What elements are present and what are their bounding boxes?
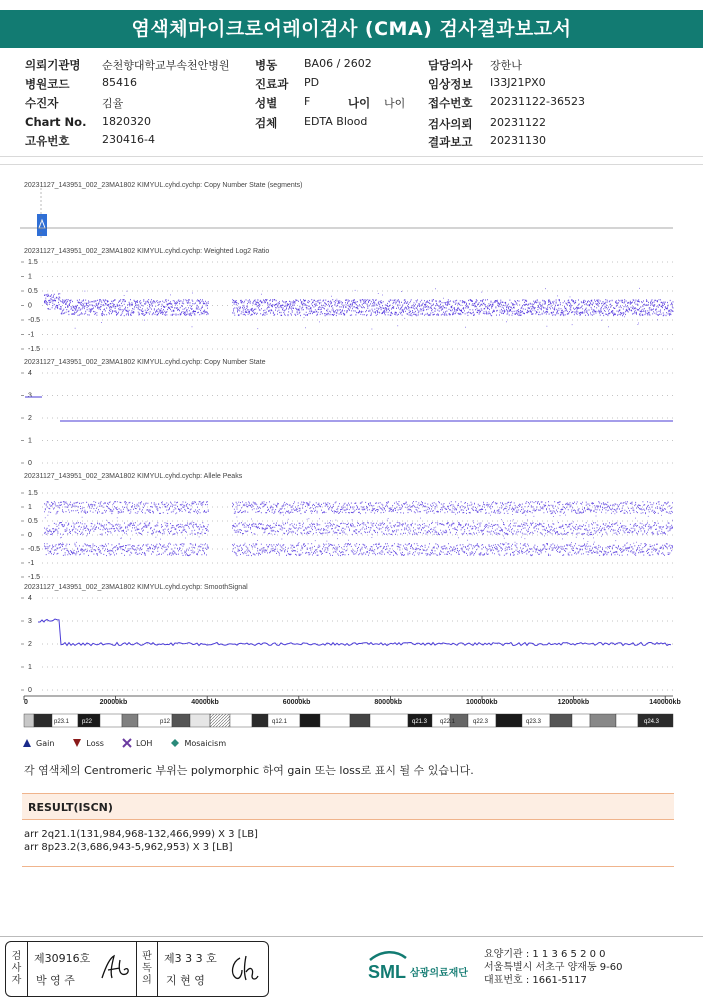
label-patient: 수진자 (25, 96, 59, 110)
ideogram-band (100, 714, 122, 727)
value-request-date: 20231122 (490, 116, 546, 129)
label-unique-no: 고유번호 (25, 134, 70, 148)
value-receipt-no: 20231122-36523 (490, 95, 585, 108)
ideogram-band (210, 714, 230, 727)
label-institution: 의뢰기관명 (25, 58, 81, 72)
gain-segment (37, 214, 47, 236)
reader-name: 지 현 영 (166, 974, 205, 987)
reader-license: 제3 3 3 호 (164, 952, 217, 965)
value-report-date: 20231130 (490, 134, 546, 147)
legend-loh-label: LOH (135, 738, 153, 748)
x-tick-label: 80000kb (374, 699, 403, 706)
ideogram-band (496, 714, 522, 727)
y-tick-label: 1.5 (28, 259, 38, 266)
label-examiner: 검 사 자 (6, 942, 28, 996)
band-label: p12 (160, 719, 171, 725)
ideogram-band (230, 714, 252, 727)
log2-scatter (44, 288, 673, 330)
lab-address: 서울특별시 서초구 양재동 9-60 (484, 962, 623, 973)
y-tick-label: -1.5 (28, 574, 41, 581)
y-tick-label: -1 (28, 560, 35, 567)
ideogram-band (172, 714, 190, 727)
x-axis-ticks (24, 696, 681, 706)
x-tick-label: 0 (24, 699, 28, 706)
value-doctor: 장한나 (490, 59, 522, 72)
value-specimen: EDTA Blood (304, 115, 368, 128)
lab-info (484, 948, 623, 987)
cn-state-axis (21, 370, 673, 467)
label-specimen: 검체 (255, 116, 278, 130)
x-tick-label: 40000kb (191, 699, 219, 706)
y-tick-label: 2 (28, 415, 32, 422)
smooth-signal-line (38, 619, 671, 646)
legend-loh (122, 738, 152, 748)
report-title: 염색체마이크로어레이검사 (CMA) 검사결과보고서 (0, 10, 703, 48)
ideogram-band (24, 714, 34, 727)
band-label: q21.3 (412, 719, 428, 725)
x-tick-label: 100000kb (466, 699, 498, 706)
sml-logo (366, 948, 486, 988)
panel-title-segments: 20231127_143951_002_23MA1802 KIMYUL.cyhd.cychp: Copy Number State (segments) (24, 182, 303, 189)
y-tick-label: 1 (28, 664, 32, 671)
y-tick-label: 3 (28, 392, 32, 400)
y-tick-label: 0 (28, 460, 32, 467)
band-label: q23.3 (526, 719, 542, 725)
x-tick-label: 20000kb (99, 699, 128, 706)
value-age: 나이 (384, 97, 406, 110)
diamond-icon (170, 738, 180, 748)
ideogram-band (122, 714, 138, 727)
x-tick-label: 140000kb (649, 699, 681, 706)
patient-info (0, 55, 703, 155)
ideogram-band (190, 714, 210, 727)
y-tick-label: 1 (28, 437, 32, 445)
legend (22, 736, 244, 750)
cma-plot-svg (20, 176, 681, 736)
value-clinical-info: I33J21PX0 (490, 76, 546, 89)
value-unique-no: 230416-4 (102, 133, 155, 146)
ideogram-band (34, 714, 52, 727)
triangle-up-icon (22, 738, 32, 748)
band-label: q24.3 (644, 719, 660, 725)
value-institution: 순천향대학교부속천안병원 (102, 59, 230, 72)
label-hospital-code: 병원코드 (25, 77, 70, 91)
y-tick-label: -1 (28, 331, 35, 339)
sml-logo-mark (366, 948, 486, 988)
y-tick-label: 0 (28, 687, 32, 694)
y-tick-label: 4 (28, 595, 32, 602)
divider (0, 156, 703, 157)
lab-phone: 대표번호 : 1661-5117 (484, 975, 587, 986)
svg-text:SML: SML (368, 962, 406, 982)
result-heading: RESULT(ISCN) (22, 793, 674, 820)
y-tick-label: 0 (28, 532, 32, 539)
ideogram-band (300, 714, 320, 727)
label-report-date: 결과보고 (428, 135, 473, 149)
band-label: q12.1 (272, 719, 288, 725)
cma-plot (20, 176, 681, 736)
ideogram-band (320, 714, 350, 727)
label-sex: 성별 (255, 96, 278, 110)
label-chart-no: Chart No. (25, 115, 87, 129)
ideogram-band (350, 714, 370, 727)
y-tick-label: -0.5 (28, 317, 41, 324)
footer-divider (0, 936, 703, 937)
y-tick-label: -1.5 (28, 346, 41, 353)
y-tick-label: 0.5 (28, 518, 38, 525)
value-ward: BA06 / 2602 (304, 57, 372, 70)
reader-signature (226, 952, 262, 986)
value-patient: 김율 (102, 97, 124, 110)
panel-title-log2: 20231127_143951_002_23MA1802 KIMYUL.cyhd.cychp: Weighted Log2 Ratio (24, 248, 270, 255)
lab-code: 요양기관 : 1 1 3 6 5 2 0 0 (484, 949, 606, 960)
y-tick-label: 4 (28, 370, 32, 377)
result-divider (22, 866, 674, 867)
ideogram-band (550, 714, 572, 727)
examiner-license: 제30916호 (34, 952, 91, 965)
panel-title-cn-state: 20231127_143951_002_23MA1802 KIMYUL.cyhd.cychp: Copy Number State (24, 359, 266, 366)
label-receipt-no: 접수번호 (428, 96, 473, 110)
result-body (24, 828, 258, 854)
ideogram-band (252, 714, 268, 727)
y-tick-label: -0.5 (28, 546, 41, 553)
value-sex: F (304, 95, 311, 108)
legend-loss-label: Loss (86, 738, 104, 748)
band-label: p23.1 (54, 719, 70, 725)
chromosome-ideogram (24, 714, 673, 727)
x-tick-label: 120000kb (557, 699, 590, 706)
centromere-note: 각 염색체의 Centromeric 부위는 polymorphic 하여 gain 또는 loss로 표시 될 수 있습니다. (24, 764, 474, 777)
panel-title-smooth-signal: 20231127_143951_002_23MA1802 KIMYUL.cyhd.cychp: SmoothSignal (24, 584, 248, 591)
value-chart-no: 1820320 (102, 115, 151, 128)
allele-axis (21, 490, 673, 581)
y-tick-label: 1.5 (28, 490, 38, 497)
allele-points (44, 501, 673, 556)
band-label: q22.1 (440, 719, 456, 725)
log2-axis (21, 259, 673, 353)
legend-gain-label: Gain (36, 738, 55, 748)
label-doctor: 담당의사 (428, 58, 473, 72)
legend-loss (72, 738, 104, 748)
panel-title-allele-peaks: 20231127_143951_002_23MA1802 KIMYUL.cyhd.cychp: Allele Peaks (24, 473, 243, 480)
examiner-name: 박 영 주 (36, 974, 75, 987)
y-tick-label: 0.5 (28, 288, 38, 295)
legend-gain (22, 738, 54, 748)
svg-text:삼광의료재단: 삼광의료재단 (410, 968, 468, 979)
label-clinical-info: 임상정보 (428, 77, 473, 91)
y-tick-label: 2 (28, 641, 32, 648)
ideogram-band (370, 714, 408, 727)
value-hospital-code: 85416 (102, 76, 137, 89)
label-request-date: 검사의뢰 (428, 117, 473, 131)
y-tick-label: 1 (28, 273, 32, 281)
value-department: PD (304, 76, 320, 89)
label-reader: 판 독 의 (136, 942, 158, 996)
y-tick-label: 3 (28, 618, 32, 625)
label-department: 진료과 (255, 77, 289, 91)
loh-icon (122, 738, 132, 748)
log2-points (44, 288, 673, 330)
x-tick-label: 60000kb (282, 699, 311, 706)
label-age: 나이 (348, 96, 371, 110)
legend-mosaicism (170, 738, 226, 748)
triangle-down-icon (72, 738, 82, 748)
ideogram-band (616, 714, 638, 727)
band-label: p22 (82, 719, 93, 725)
divider (0, 164, 703, 165)
label-ward: 병동 (255, 58, 278, 72)
ideogram-band (572, 714, 590, 727)
signature-box (5, 941, 269, 997)
allele-scatter (44, 501, 673, 556)
examiner-signature (98, 952, 134, 986)
y-tick-label: 1 (28, 504, 32, 511)
legend-mosaicism-label: Mosaicism (184, 738, 227, 748)
y-tick-label: 0 (28, 302, 32, 310)
result-line: arr 2q21.1(131,984,968-132,466,999) X 3 [LB] (24, 829, 258, 840)
result-line: arr 8p23.2(3,686,943-5,962,953) X 3 [LB] (24, 842, 233, 853)
ideogram-band (590, 714, 616, 727)
band-label: q22.3 (473, 719, 489, 725)
